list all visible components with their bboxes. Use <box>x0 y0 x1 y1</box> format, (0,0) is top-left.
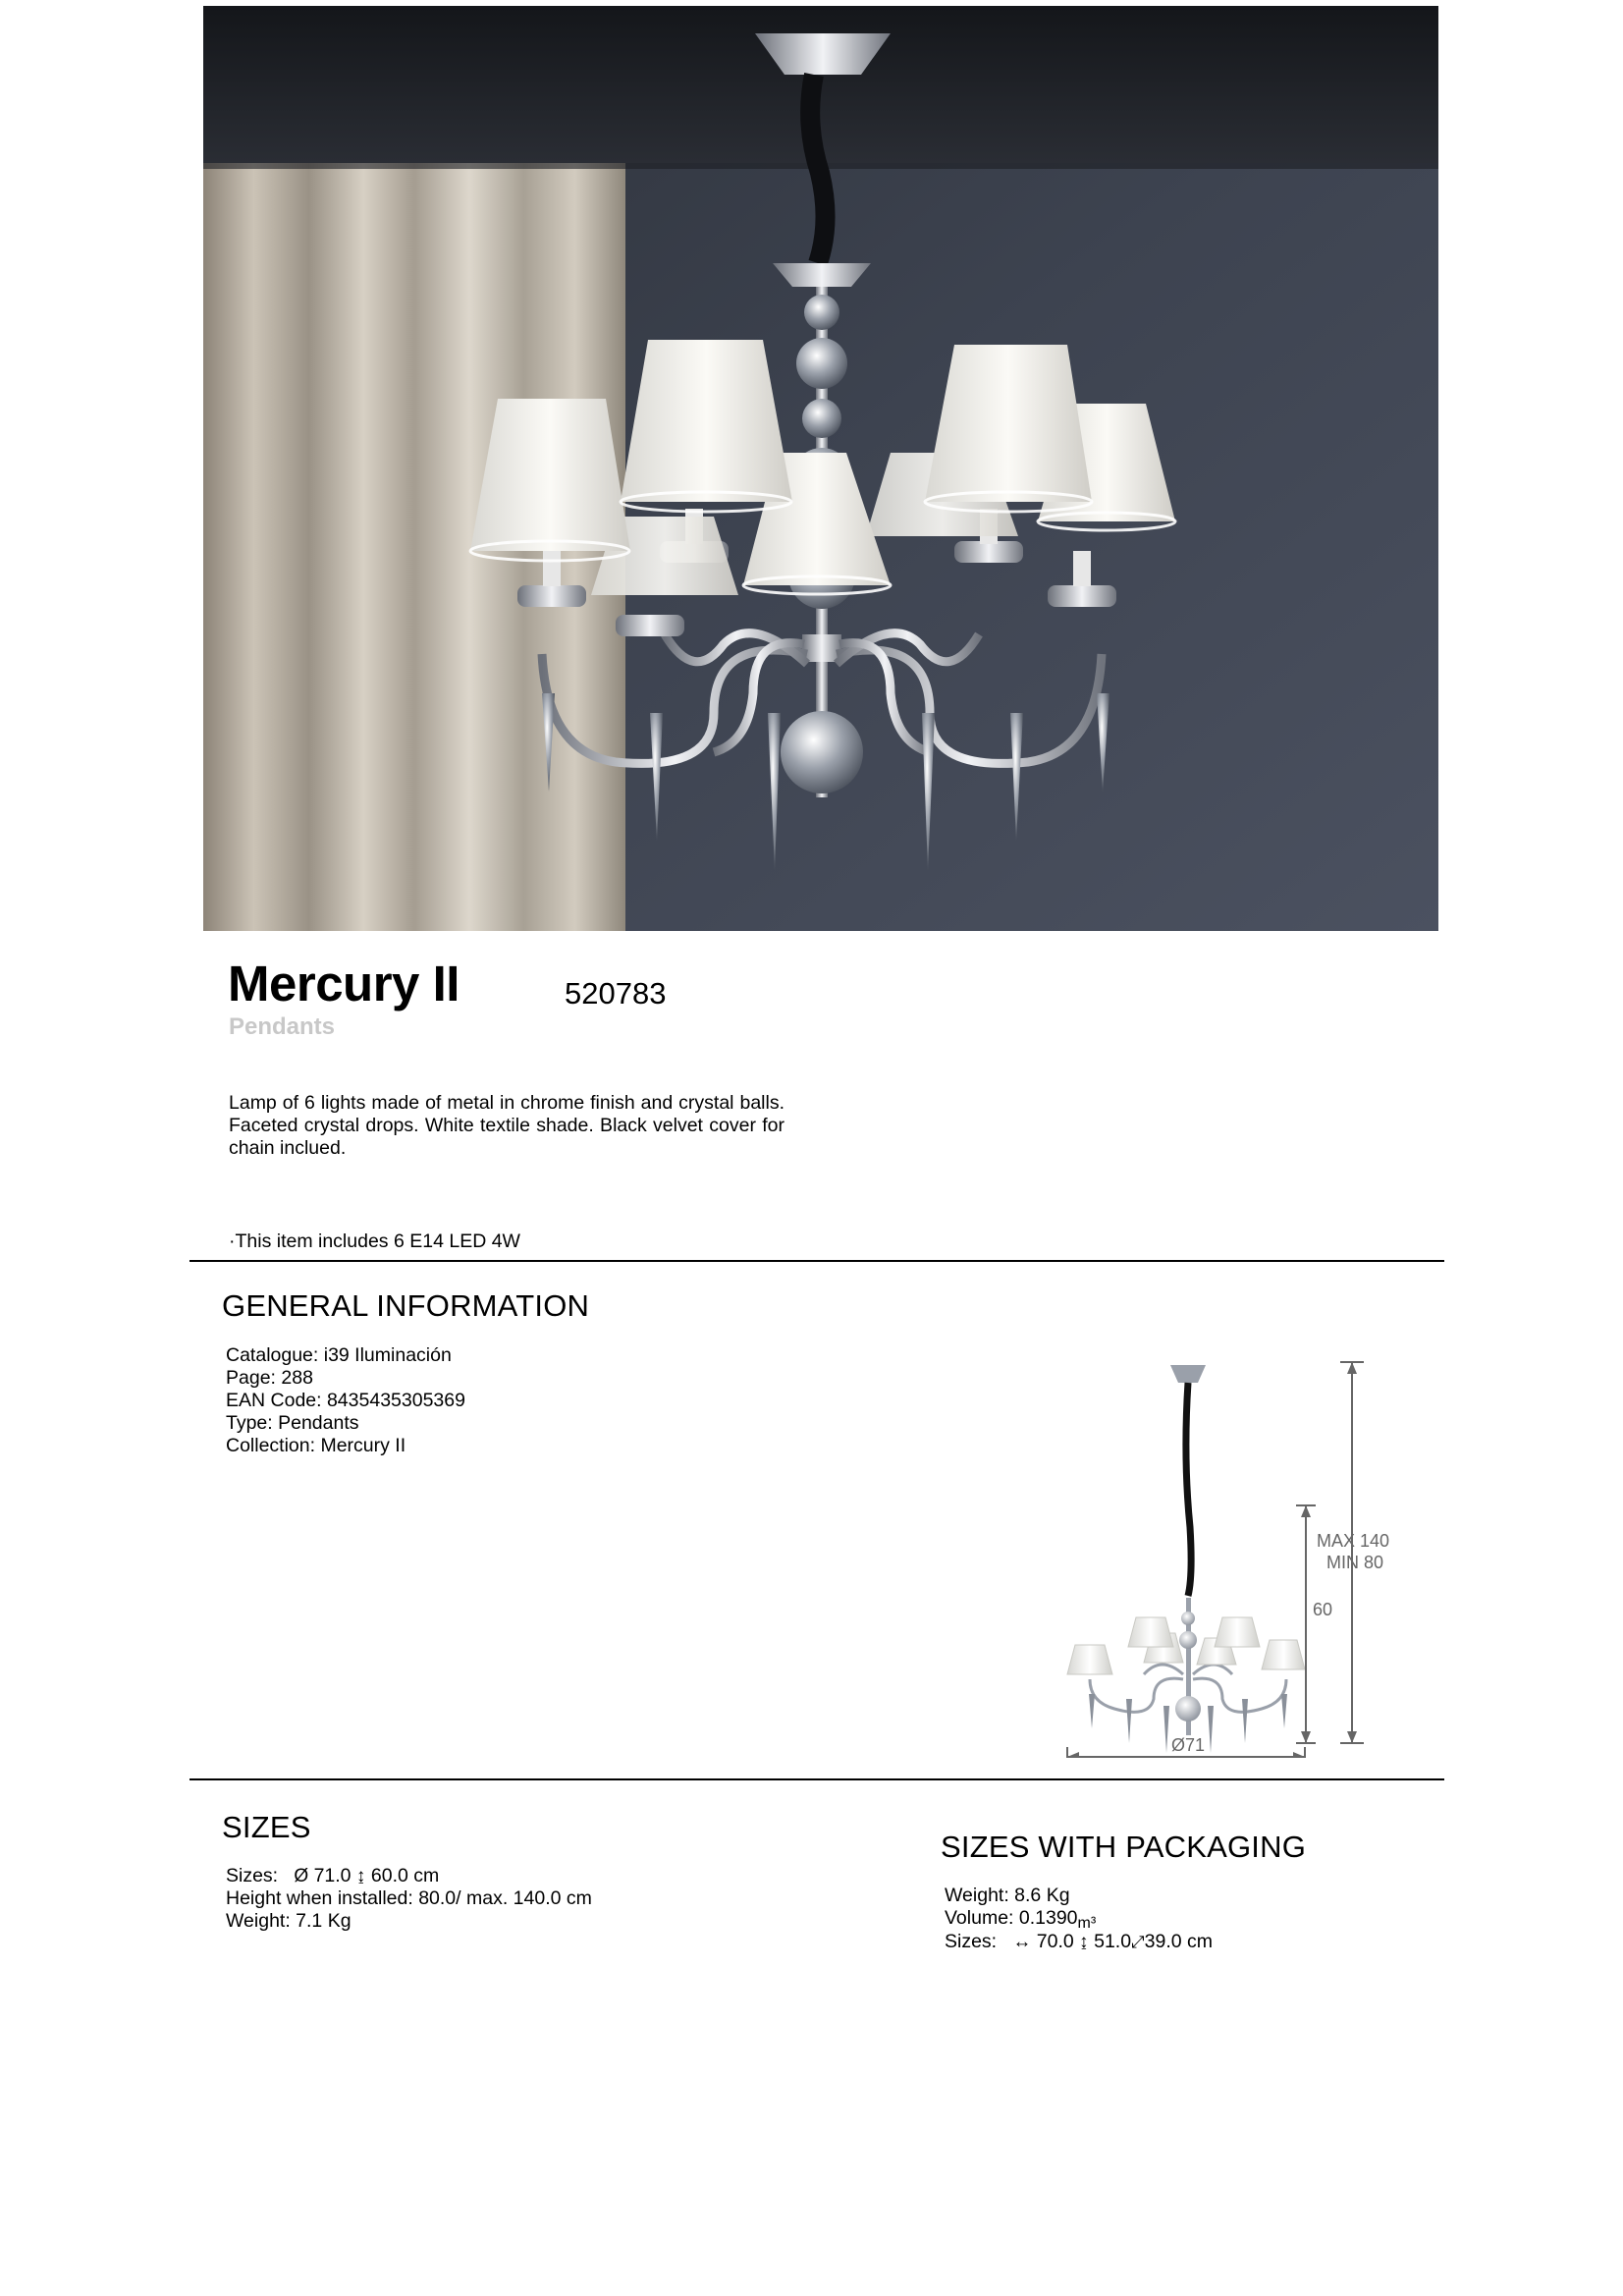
section-divider <box>189 1778 1444 1780</box>
product-photo <box>203 6 1438 931</box>
packaging-depth-value: 39.0 cm <box>1144 1931 1214 1952</box>
diameter-value: 71.0 <box>313 1865 352 1886</box>
sizes-heading: SIZES <box>222 1810 311 1844</box>
collection-line: Collection: Mercury II <box>226 1435 406 1456</box>
product-description: Lamp of 6 lights made of metal in chrome finish and crystal balls. Faceted crystal drops. White textile shade. Black velvet cover for chain inclued. <box>229 1092 784 1159</box>
section-divider <box>189 1260 1444 1262</box>
packaging-height-value: 51.0 <box>1094 1931 1132 1952</box>
product-reference: 520783 <box>565 976 667 1011</box>
weight-line: Weight: 7.1 Kg <box>226 1910 352 1932</box>
packaging-list <box>945 1885 1213 1953</box>
packaging-sizes-label: Sizes: <box>945 1931 998 1952</box>
page-line: Page: 288 <box>226 1367 313 1389</box>
sizes-label: Sizes: <box>226 1865 279 1886</box>
sizes-list <box>226 1865 592 1933</box>
diagram-chain <box>1186 1383 1191 1596</box>
height-value: 60.0 cm <box>370 1865 440 1886</box>
max-height-label: MAX 140 <box>1317 1531 1390 1551</box>
depth-icon: ⤢ <box>1131 1933 1145 1951</box>
general-information-list <box>226 1344 465 1457</box>
packaging-weight-line: Weight: 8.6 Kg <box>945 1885 1070 1906</box>
diagram-canopy <box>1170 1365 1206 1383</box>
catalogue-line: Catalogue: i39 Iluminación <box>226 1344 452 1366</box>
installed-height-line: Height when installed: 80.0/ max. 140.0 cm <box>226 1887 592 1909</box>
packaging-heading: SIZES WITH PACKAGING <box>941 1830 1307 1864</box>
sizes-line <box>226 1865 592 1887</box>
packaging-width-value: 70.0 <box>1036 1931 1074 1952</box>
product-category: Pendants <box>229 1013 336 1040</box>
packaging-sizes-line <box>945 1931 1213 1953</box>
general-information-heading: GENERAL INFORMATION <box>222 1288 590 1323</box>
product-name: Mercury II <box>228 956 460 1011</box>
height-icon: ↨ <box>1079 1932 1089 1952</box>
height-label: 60 <box>1313 1600 1333 1619</box>
packaging-volume-line <box>945 1907 1213 1931</box>
diameter-icon: Ø <box>294 1866 309 1886</box>
width-icon: ↔ <box>1012 1932 1032 1952</box>
min-height-label: MIN 80 <box>1326 1553 1384 1572</box>
volume-value: Volume: 0.1390 <box>945 1907 1078 1929</box>
diameter-label: Ø71 <box>1171 1735 1206 1755</box>
included-bulbs-note: ·This item includes 6 E14 LED 4W <box>229 1230 520 1252</box>
type-line: Type: Pendants <box>226 1412 359 1434</box>
dimension-diagram <box>1046 1340 1409 1758</box>
ean-line: EAN Code: 8435435305369 <box>226 1390 465 1411</box>
volume-unit: m³ <box>1077 1915 1097 1932</box>
height-icon: ↨ <box>355 1866 366 1886</box>
